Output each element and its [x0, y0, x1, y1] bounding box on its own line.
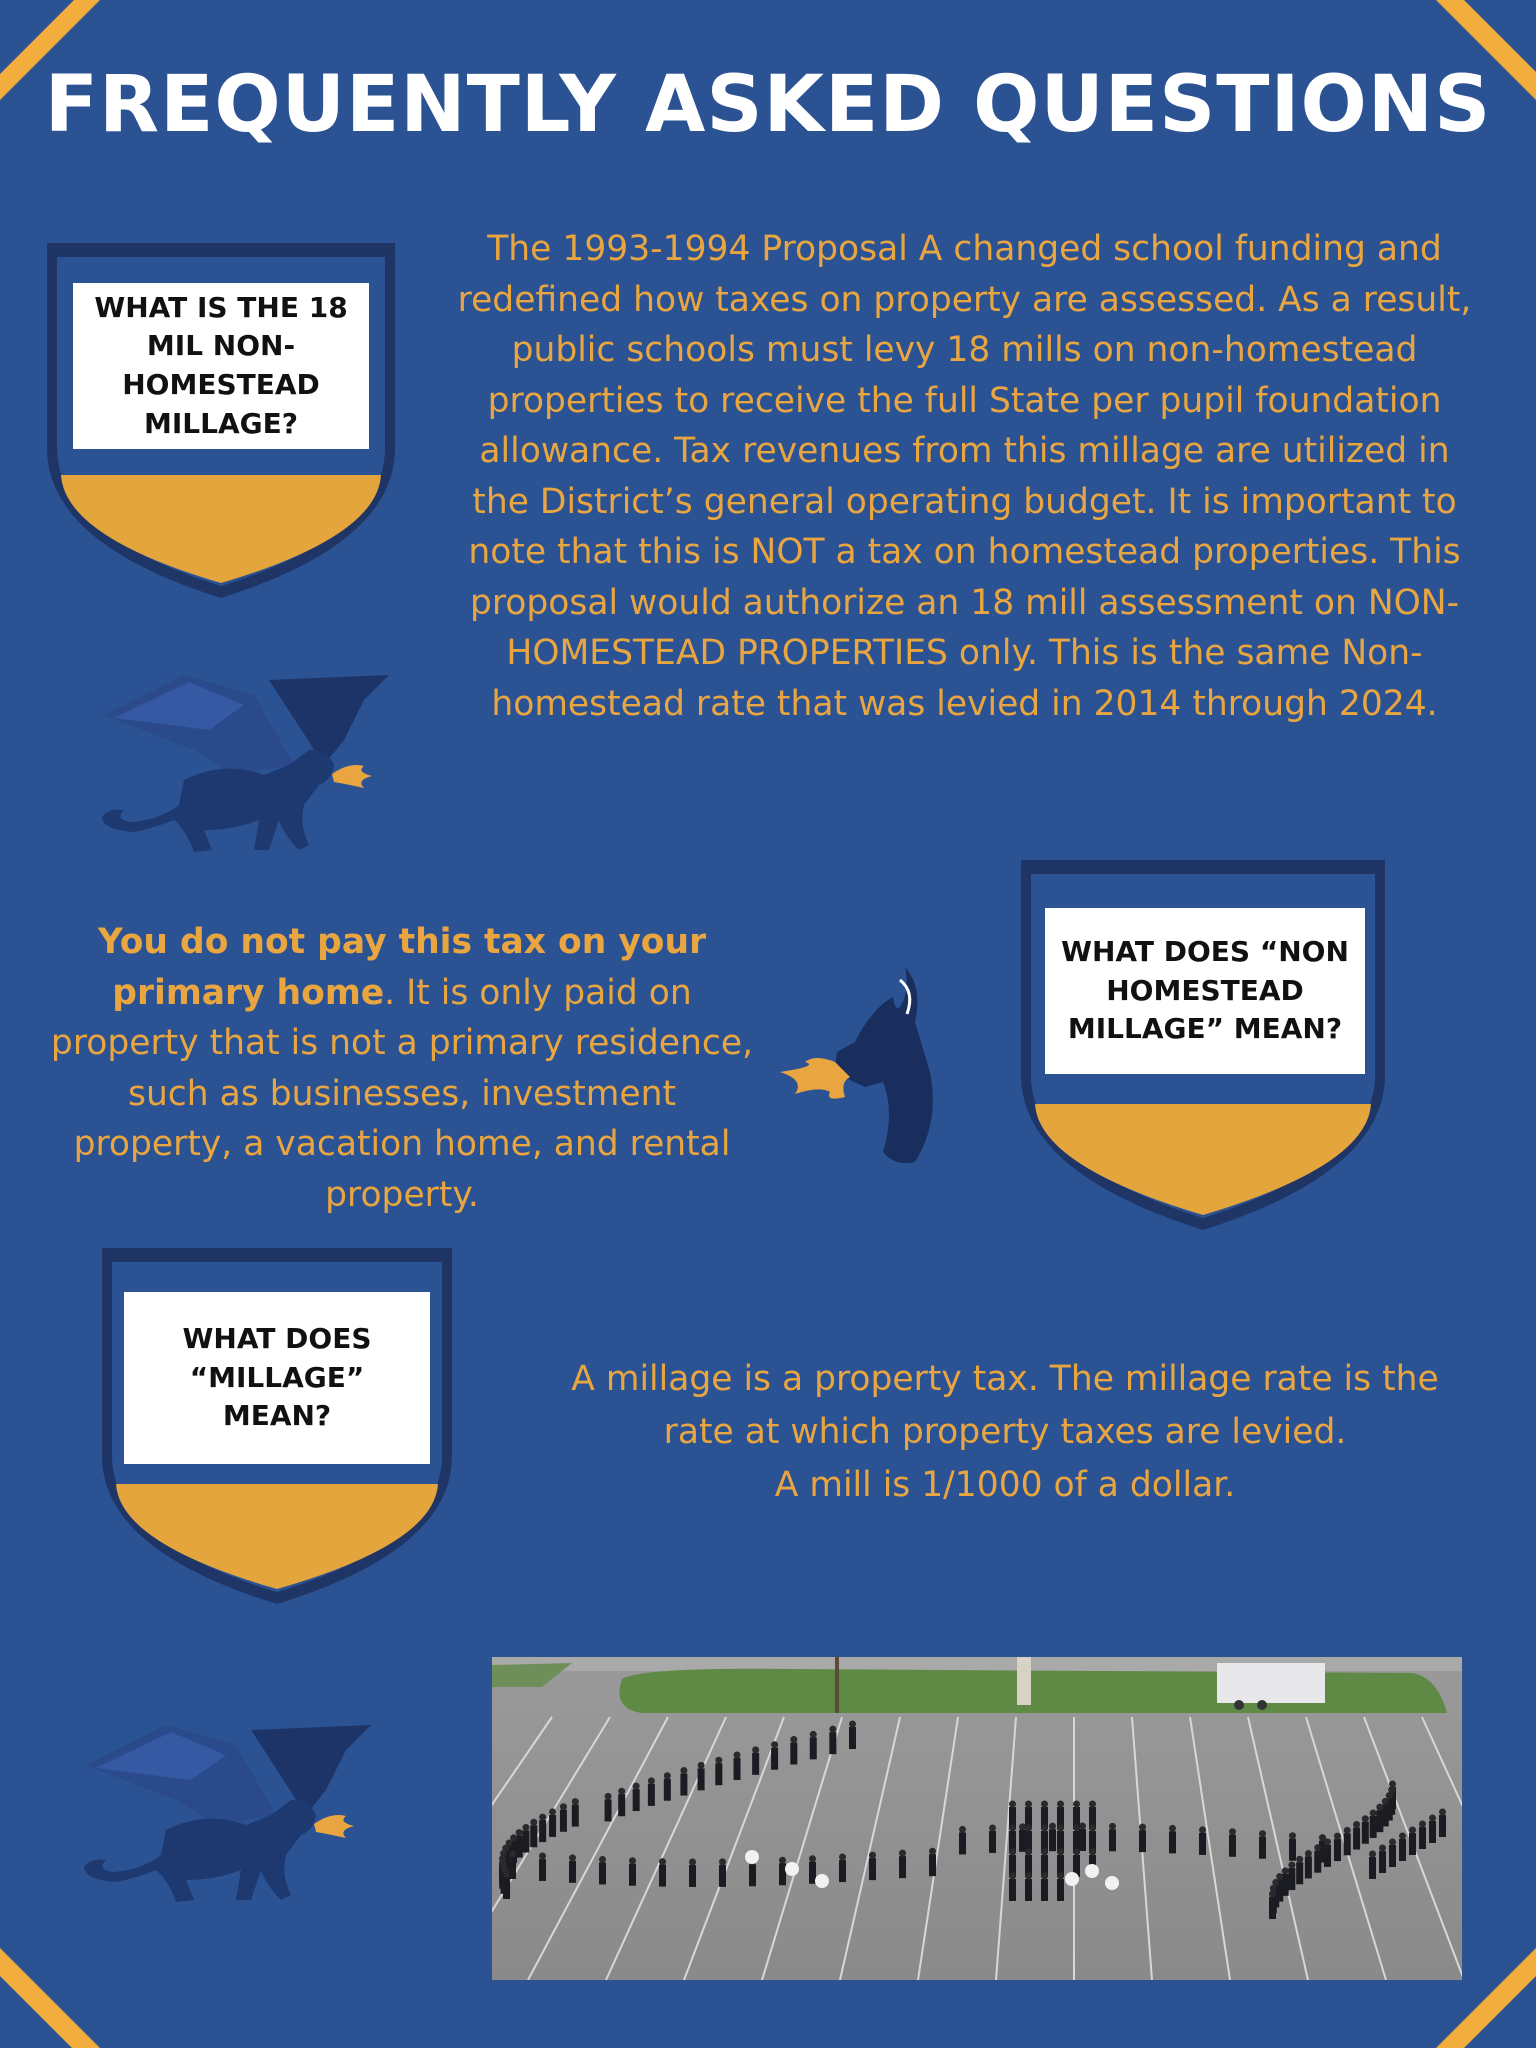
band-member — [1041, 1873, 1048, 1902]
answer-emphasis-2: You do not pay this tax on your primary home — [97, 922, 707, 1013]
question-label-2: WHAT DOES “NON HOMESTEAD MILLAGE” MEAN? — [1045, 908, 1365, 1074]
answer-line-3a: A millage is a property tax. The millage rate is the rate at which property taxes are levied. — [571, 1359, 1439, 1452]
band-member — [522, 1824, 529, 1853]
band-member — [1057, 1873, 1064, 1902]
instrument — [1065, 1872, 1079, 1886]
band-member — [659, 1858, 666, 1887]
band-member — [771, 1741, 778, 1770]
band-member — [1288, 1862, 1295, 1891]
band-member — [1169, 1825, 1176, 1854]
band-member — [1009, 1873, 1016, 1902]
band-member — [560, 1803, 567, 1832]
band-member — [549, 1808, 556, 1837]
band-member — [618, 1788, 625, 1817]
band-member — [1229, 1828, 1236, 1857]
band-member — [1259, 1830, 1266, 1859]
band-member — [1269, 1891, 1276, 1920]
question-shield-3 — [102, 1248, 452, 1604]
band-member — [1409, 1827, 1416, 1856]
band-member — [929, 1848, 936, 1877]
answer-line-3b: A mill is 1/1000 of a dollar. — [774, 1465, 1236, 1505]
band-member — [849, 1721, 856, 1750]
band-member — [1439, 1809, 1446, 1838]
band-member — [599, 1856, 606, 1885]
band-member — [1344, 1827, 1351, 1856]
band-member — [1419, 1821, 1426, 1850]
band-member — [629, 1857, 636, 1886]
band-member — [680, 1767, 687, 1796]
band-member — [899, 1850, 906, 1879]
band-member — [1314, 1844, 1321, 1873]
band-member — [569, 1854, 576, 1883]
band-member — [989, 1824, 996, 1853]
band-member — [664, 1772, 671, 1801]
band-member — [1399, 1833, 1406, 1862]
band-member — [1334, 1833, 1341, 1862]
dragon-head-icon — [775, 962, 945, 1172]
band-member — [1139, 1824, 1146, 1853]
band-member — [1362, 1815, 1369, 1844]
band-member — [1296, 1856, 1303, 1885]
band-member — [1379, 1845, 1386, 1874]
instrument — [815, 1874, 829, 1888]
band-member — [715, 1757, 722, 1786]
band-member — [810, 1731, 817, 1760]
band-member — [1049, 1823, 1056, 1852]
marching-band-photo — [492, 1657, 1462, 1980]
band-member — [633, 1783, 640, 1812]
band-member — [1369, 1851, 1376, 1880]
instrument — [745, 1850, 759, 1864]
dragon-icon — [94, 670, 394, 860]
instrument — [1105, 1876, 1119, 1890]
band-member — [1079, 1823, 1086, 1852]
answer-rest-2: . It is only paid on property that is not a primary residence, such as businesses, investment property, a vacation home, and rental property. — [50, 972, 754, 1215]
band-member — [1376, 1804, 1383, 1833]
question-label-3: WHAT DOES “MILLAGE” MEAN? — [124, 1292, 430, 1464]
band-member — [1389, 1839, 1396, 1868]
answer-text-1: The 1993-1994 Proposal A changed school funding and redefined how taxes on property are assessed. As a result, public schools must levy 18 mills on non-homestead properties to receive the full State per pupil foundation allowance. Tax revenues from this millage are utilized in the District’s general operating budget. It is important to note that this is NOT a tax on homestead properties. This proposal would authorize an 18 mill assessment on NON-HOMESTEAD PROPERTIES only. This is the same Non-homestead rate that was levied in 2014 through 2024. — [457, 229, 1472, 724]
corner-cut-bottom-left — [0, 1976, 72, 2048]
band-member — [1305, 1850, 1312, 1879]
instrument — [785, 1862, 799, 1876]
band-member — [719, 1858, 726, 1887]
question-shield-1 — [47, 243, 395, 598]
band-member — [689, 1858, 696, 1887]
band-member — [839, 1854, 846, 1883]
dragon-icon — [76, 1720, 376, 1910]
band-member — [1025, 1873, 1032, 1902]
band-member — [809, 1855, 816, 1884]
answer-text-2 — [46, 917, 758, 1220]
band-member — [790, 1736, 797, 1765]
band-member — [530, 1819, 537, 1848]
question-shield-2 — [1021, 860, 1385, 1230]
band-member — [752, 1746, 759, 1775]
band-member — [1019, 1823, 1026, 1852]
band-member — [779, 1857, 786, 1886]
band-member — [605, 1793, 612, 1822]
band-member — [1324, 1838, 1331, 1867]
answer-text-3 — [540, 1353, 1470, 1512]
page-title: FREQUENTLY ASKED QUESTIONS — [44, 60, 1492, 150]
band-member — [509, 1851, 516, 1880]
band-member — [539, 1852, 546, 1881]
band-member — [1370, 1809, 1377, 1838]
band-member — [1109, 1823, 1116, 1852]
band-member — [1289, 1832, 1296, 1861]
band-member — [698, 1762, 705, 1791]
band-member — [829, 1726, 836, 1755]
band-member — [959, 1826, 966, 1855]
band-member — [572, 1798, 579, 1827]
band-member — [869, 1852, 876, 1881]
band-member — [648, 1777, 655, 1805]
band-member — [1199, 1826, 1206, 1855]
instrument — [1085, 1864, 1099, 1878]
corner-cut-bottom-right — [1464, 1976, 1536, 2048]
band-member — [539, 1814, 546, 1843]
band-member — [1353, 1821, 1360, 1850]
band-member — [734, 1752, 741, 1781]
question-label-1: WHAT IS THE 18 MIL NON-HOMESTEAD MILLAGE? — [73, 283, 369, 449]
band-member — [1429, 1815, 1436, 1844]
